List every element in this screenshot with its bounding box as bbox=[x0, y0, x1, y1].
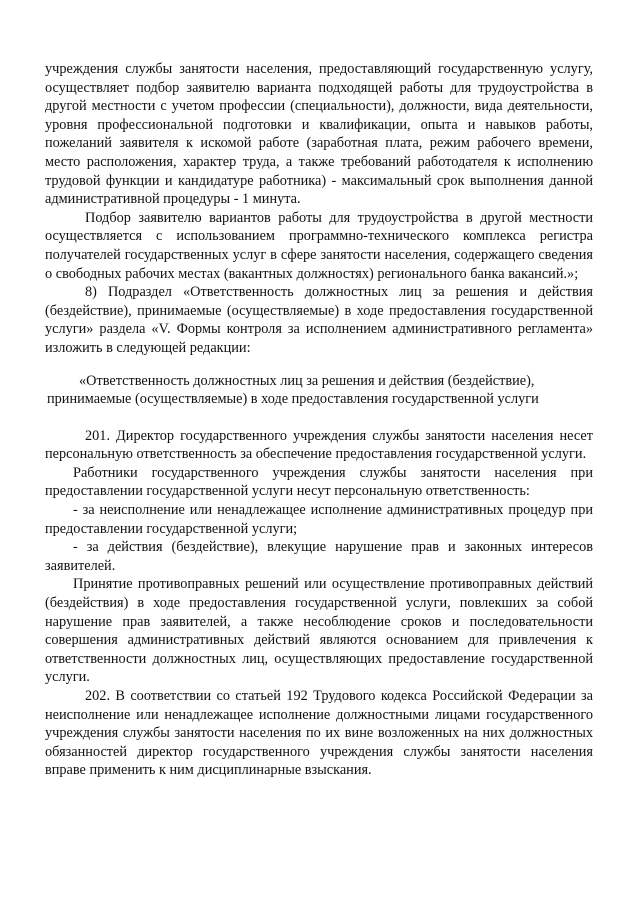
paragraph-unlawful-decisions: Принятие противоправных решений или осуществление противоправных действий (бездействия) в ходе предоставления государственной услуги, повлекших за собой нарушение прав заявителей, а также несоблюдение сроков и последовательности совершения административных действий являются основанием для привлечения к ответственности должностных лиц, осуществляющих предоставление государственной услуги. bbox=[45, 576, 593, 686]
list-item-procedures: - за неисполнение или ненадлежащее исполнение административных процедур при предоставлении государственной услуги; bbox=[45, 502, 593, 537]
list-item-actions: - за действия (бездействие), влекущие нарушение прав и законных интересов заявителей. bbox=[45, 539, 593, 574]
paragraph-employees-responsibility: Работники государственного учреждения службы занятости населения при предоставлении государственной услуги несут персональную ответственность: bbox=[45, 464, 593, 500]
paragraph-job-selection: учреждения службы занятости населения, предоставляющий государственную услугу, осуществляет подбор заявителю варианта подходящей работы для трудоустройства в другой местности с учетом профессии (специальности), должности, вида деятельности, уровня профессиональной подготовки и квалификации, опыта и навыков работы, пожеланий заявителя к искомой работе (заработная плата, режим рабочего времени, место расположения, характер труда, а также требований работодателя к исполнению трудовой функции и кандидатуре работника) - максимальный срок выполнения данной административной процедуры - 1 минута. bbox=[45, 61, 593, 208]
heading-line-1: «Ответственность должностных лиц за решения и действия (бездействие), bbox=[79, 372, 535, 389]
paragraph-201: 201. Директор государственного учреждения службы занятости населения несет персональную ответственность за обеспечение предоставления государственной услуги. bbox=[45, 427, 593, 463]
paragraph-202: 202. В соответствии со статьей 192 Трудового кодекса Российской Федерации за неисполнение или ненадлежащее исполнение должностными лицами государственного учреждения службы занятости населения по их вине возложенных на них должностных обязанностей директор государственного учреждения службы занятости населения вправе применить к ним дисциплинарные взыскания. bbox=[45, 688, 593, 779]
paragraph-subsection-8: 8) Подраздел «Ответственность должностных лиц за решения и действия (бездействие), принимаемые (осуществляемые) в ходе предоставления государственной услуги» раздела «V. Формы контроля за исполнением административного регламента» изложить в следующей редакции: bbox=[45, 284, 593, 356]
paragraph-vacancy-bank: Подбор заявителю вариантов работы для трудоустройства в другой местности осуществляется с использованием программно-технического комплекса регистра получателей государственных услуг в сфере занятости населения, содержащего сведения о свободных рабочих местах (вакантных должностях) регионального банка вакансий.»; bbox=[45, 209, 593, 282]
section-heading bbox=[45, 372, 593, 409]
heading-line-2: принимаемые (осуществляемые) в ходе предоставления государственной услуги bbox=[47, 391, 539, 408]
